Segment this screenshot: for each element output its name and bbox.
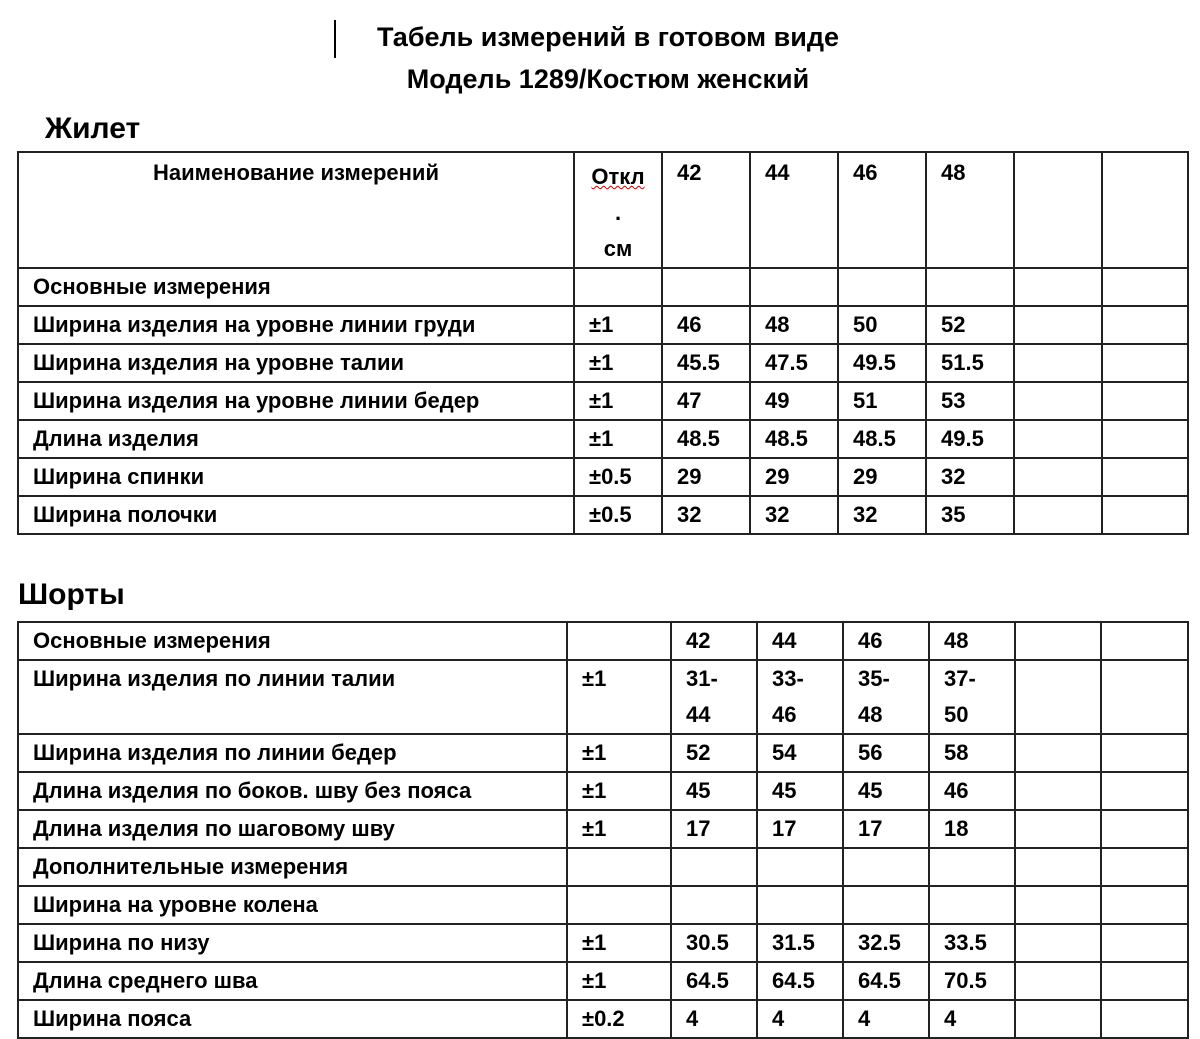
- row-value: 53: [926, 382, 1014, 420]
- row-measurement-name: Длина изделия: [18, 420, 574, 458]
- row-value: 49.5: [838, 344, 926, 382]
- empty-cell: [1102, 496, 1188, 534]
- header-size: 48: [926, 152, 1014, 268]
- row-value: 48: [750, 306, 838, 344]
- table-row: [18, 886, 1188, 924]
- value-line: 48: [858, 702, 883, 727]
- table-row: [18, 306, 1188, 344]
- empty-cell: [1015, 660, 1101, 734]
- row-value: 4: [843, 1000, 929, 1038]
- table-header-row: [18, 152, 1188, 268]
- row-value: [929, 886, 1015, 924]
- table-row: [18, 1000, 1188, 1038]
- row-value: [929, 660, 1015, 734]
- row-value: 4: [929, 1000, 1015, 1038]
- row-deviation: ±1: [567, 810, 671, 848]
- row-value: 48.5: [750, 420, 838, 458]
- row-value: 35: [926, 496, 1014, 534]
- row-value: 51.5: [926, 344, 1014, 382]
- row-deviation: ±1: [574, 382, 662, 420]
- row-value: 32: [926, 458, 1014, 496]
- table-row: [18, 772, 1188, 810]
- row-deviation: [574, 268, 662, 306]
- empty-cell: [1015, 1000, 1101, 1038]
- row-value: 32: [838, 496, 926, 534]
- shorts-table-body: [18, 734, 1188, 1038]
- header-size: 48: [929, 622, 1015, 660]
- row-value: 17: [757, 810, 843, 848]
- row-measurement-name: Длина изделия по боков. шву без пояса: [18, 772, 567, 810]
- row-value: 4: [757, 1000, 843, 1038]
- row-value: 52: [926, 306, 1014, 344]
- row-deviation: ±0.5: [574, 496, 662, 534]
- row-value: 29: [750, 458, 838, 496]
- header-deviation: [574, 152, 662, 268]
- row-value: 52: [671, 734, 757, 772]
- row-value: [843, 848, 929, 886]
- row-value: 29: [662, 458, 750, 496]
- table-row: [18, 496, 1188, 534]
- empty-cell: [1015, 962, 1101, 1000]
- row-deviation: ±1: [574, 420, 662, 458]
- row-value: 64.5: [843, 962, 929, 1000]
- empty-cell: [1102, 420, 1188, 458]
- table-row: [18, 962, 1188, 1000]
- row-measurement-name: Ширина пояса: [18, 1000, 567, 1038]
- header-size: 44: [757, 622, 843, 660]
- empty-cell: [1101, 962, 1188, 1000]
- empty-cell: [1101, 660, 1188, 734]
- header-size: 46: [838, 152, 926, 268]
- empty-cell: [1101, 622, 1188, 660]
- header-measurement-name: Наименование измерений: [18, 152, 574, 268]
- table-row: [18, 382, 1188, 420]
- row-value: [671, 848, 757, 886]
- header-deviation-line1: Откл: [591, 164, 645, 189]
- header-measurement-name: Основные измерения: [18, 622, 567, 660]
- row-value: [838, 268, 926, 306]
- empty-cell: [1101, 924, 1188, 962]
- document-subtitle: Модель 1289/Костюм женский: [406, 64, 810, 94]
- value-line: 50: [944, 702, 969, 727]
- row-deviation: ±1: [567, 962, 671, 1000]
- row-value: 49: [750, 382, 838, 420]
- header-size: 44: [750, 152, 838, 268]
- row-value: 45: [757, 772, 843, 810]
- row-measurement-name: Ширина изделия по линии бедер: [18, 734, 567, 772]
- empty-cell: [1102, 152, 1188, 268]
- table-row: [18, 268, 1188, 306]
- row-value: 32: [662, 496, 750, 534]
- row-deviation: ±1: [567, 660, 671, 734]
- value-line: 37-: [944, 666, 976, 691]
- row-deviation: ±0.5: [574, 458, 662, 496]
- value-line: 33-: [772, 666, 804, 691]
- document-title: Табель измерений в готовом виде: [376, 22, 839, 52]
- vest-measurements-table: [17, 151, 1189, 535]
- empty-cell: [1015, 622, 1101, 660]
- header-size: 46: [843, 622, 929, 660]
- table-row: [18, 848, 1188, 886]
- table-header-row: [18, 622, 1188, 660]
- empty-cell: [567, 622, 671, 660]
- row-measurement-name: Длина среднего шва: [18, 962, 567, 1000]
- empty-cell: [1101, 810, 1188, 848]
- empty-cell: [1102, 306, 1188, 344]
- empty-cell: [1101, 772, 1188, 810]
- empty-cell: [1014, 382, 1102, 420]
- row-value: 50: [838, 306, 926, 344]
- row-value: 46: [929, 772, 1015, 810]
- row-value: [757, 660, 843, 734]
- row-measurement-name: Ширина изделия по линии талии: [18, 660, 567, 734]
- row-value: 17: [843, 810, 929, 848]
- row-value: 64.5: [757, 962, 843, 1000]
- row-measurement-name: Ширина на уровне колена: [18, 886, 567, 924]
- empty-cell: [1101, 886, 1188, 924]
- empty-cell: [1014, 496, 1102, 534]
- row-value: [757, 848, 843, 886]
- row-deviation: ±0.2: [567, 1000, 671, 1038]
- row-deviation: ±1: [574, 306, 662, 344]
- row-value: 49.5: [926, 420, 1014, 458]
- row-value: 48.5: [838, 420, 926, 458]
- table-row: [18, 660, 1188, 734]
- table-row: [18, 344, 1188, 382]
- empty-cell: [1101, 848, 1188, 886]
- row-value: [926, 268, 1014, 306]
- table-row: [18, 810, 1188, 848]
- row-deviation: ±1: [567, 734, 671, 772]
- row-value: 29: [838, 458, 926, 496]
- row-value: [843, 660, 929, 734]
- value-line: 35-: [858, 666, 890, 691]
- row-value: 54: [757, 734, 843, 772]
- row-value: [662, 268, 750, 306]
- row-value: 45: [671, 772, 757, 810]
- empty-cell: [1015, 886, 1101, 924]
- header-size: 42: [671, 622, 757, 660]
- empty-cell: [1101, 734, 1188, 772]
- empty-cell: [1015, 848, 1101, 886]
- shorts-measurements-table: [17, 621, 1189, 1039]
- row-value: 4: [671, 1000, 757, 1038]
- row-value: 45: [843, 772, 929, 810]
- row-value: [757, 886, 843, 924]
- table-row: [18, 734, 1188, 772]
- table-row: [18, 420, 1188, 458]
- empty-cell: [1102, 458, 1188, 496]
- row-measurement-name: Дополнительные измерения: [18, 848, 567, 886]
- row-value: 46: [662, 306, 750, 344]
- row-value: 30.5: [671, 924, 757, 962]
- row-measurement-name: Ширина изделия на уровне талии: [18, 344, 574, 382]
- header-deviation-line2: .: [614, 200, 622, 225]
- row-value: [843, 886, 929, 924]
- table-row: [18, 924, 1188, 962]
- row-value: 18: [929, 810, 1015, 848]
- empty-cell: [1014, 268, 1102, 306]
- empty-cell: [1102, 382, 1188, 420]
- row-value: 58: [929, 734, 1015, 772]
- row-value: [671, 886, 757, 924]
- empty-cell: [1101, 1000, 1188, 1038]
- header-deviation-line3: см: [603, 236, 633, 261]
- table-row: [18, 458, 1188, 496]
- row-value: 47: [662, 382, 750, 420]
- row-value: 32.5: [843, 924, 929, 962]
- row-measurement-name: Ширина по низу: [18, 924, 567, 962]
- empty-cell: [1102, 344, 1188, 382]
- value-line: 44: [686, 702, 711, 727]
- row-value: 64.5: [671, 962, 757, 1000]
- row-measurement-name: Длина изделия по шаговому шву: [18, 810, 567, 848]
- row-measurement-name: Ширина полочки: [18, 496, 574, 534]
- row-value: [750, 268, 838, 306]
- row-deviation: ±1: [574, 344, 662, 382]
- header-size: 42: [662, 152, 750, 268]
- empty-cell: [1014, 152, 1102, 268]
- row-value: 32: [750, 496, 838, 534]
- row-value: 56: [843, 734, 929, 772]
- empty-cell: [1015, 772, 1101, 810]
- row-value: 31.5: [757, 924, 843, 962]
- row-measurement-name: Ширина изделия на уровне линии бедер: [18, 382, 574, 420]
- empty-cell: [1102, 268, 1188, 306]
- row-value: 45.5: [662, 344, 750, 382]
- section-title-vest: Жилет: [45, 112, 141, 145]
- row-deviation: [567, 886, 671, 924]
- empty-cell: [1015, 924, 1101, 962]
- row-value: 70.5: [929, 962, 1015, 1000]
- row-value: [929, 848, 1015, 886]
- vest-table-body: [18, 268, 1188, 534]
- row-value: 17: [671, 810, 757, 848]
- empty-cell: [1015, 810, 1101, 848]
- row-value: 33.5: [929, 924, 1015, 962]
- row-deviation: [567, 848, 671, 886]
- value-line: 46: [772, 702, 797, 727]
- value-line: 31-: [686, 666, 718, 691]
- row-value: 48.5: [662, 420, 750, 458]
- row-measurement-name: Ширина изделия на уровне линии груди: [18, 306, 574, 344]
- empty-cell: [1014, 458, 1102, 496]
- empty-cell: [1015, 734, 1101, 772]
- row-value: 47.5: [750, 344, 838, 382]
- empty-cell: [1014, 420, 1102, 458]
- empty-cell: [1014, 344, 1102, 382]
- row-deviation: ±1: [567, 772, 671, 810]
- empty-cell: [1014, 306, 1102, 344]
- row-value: 51: [838, 382, 926, 420]
- row-value: [671, 660, 757, 734]
- row-measurement-name: Ширина спинки: [18, 458, 574, 496]
- row-deviation: ±1: [567, 924, 671, 962]
- row-measurement-name: Основные измерения: [18, 268, 574, 306]
- section-title-shorts: Шорты: [18, 578, 125, 611]
